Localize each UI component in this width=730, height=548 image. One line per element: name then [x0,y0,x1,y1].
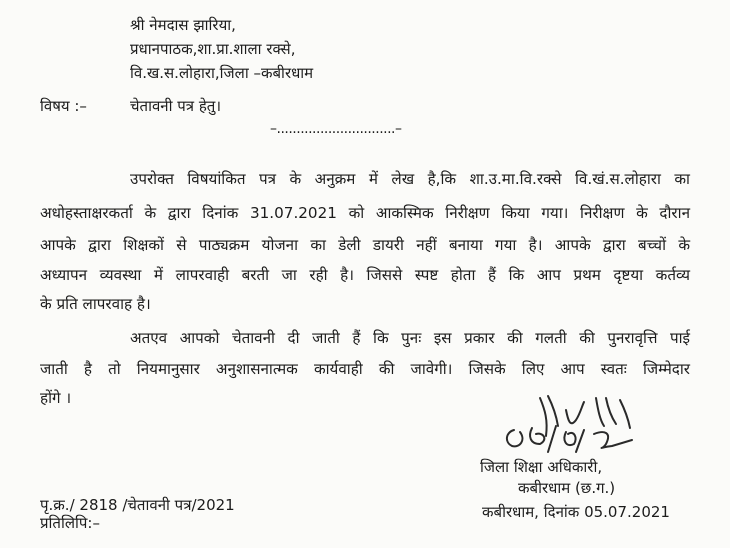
paragraph1-line5: के प्रति लापरवाह है। [40,295,151,313]
paragraph2-line3: होंगे । [40,389,72,407]
reference-number: पृ.क्र./ 2818 /चेतावनी पत्र/2021 [40,496,235,514]
signatory-place-date: कबीरधाम, दिनांक 05.07.2021 [482,503,670,521]
paragraph1-line2: अधोहस्ताक्षरकर्ता के द्वारा दिनांक 31.07.2021 को आकस्मिक निरीक्षण किया गया। निरीक्षण के दौरान [40,204,690,222]
paragraph1-line4: अध्यापन व्यवस्था में लापरवाही बरती जा रही है। जिससे स्पष्ट होता हैं कि आप प्रथम दृष्टया कर्तव्य [40,266,690,284]
addressee-designation: प्रधानपाठक,शा.प्रा.शाला रक्से, [130,40,296,58]
signatory-office: कबीरधाम (छ.ग.) [518,479,616,497]
paragraph2-line1: अतएव आपको चेतावनी दी जाती हैं कि पुनः इस प्रकार की गलती की पुनरावृत्ति पाई [130,329,690,347]
paragraph1-line3: आपके द्वारा शिक्षकों से पाठ्यक्रम योजना का डेली डायरी नहीं बनाया गया है। आपके द्वारा बच्चों के [40,236,690,254]
paragraph1-line1: उपरोक्त विषयांकित पत्र के अनुक्रम में लेख है,कि शा.उ.मा.वि.रक्से वि.खं.स.लोहारा का [130,170,690,188]
separator-line: –..............................– [270,121,402,137]
paragraph2-line2: जाती है तो नियमानुसार अनुशासनात्मक कार्यवाही की जावेगी। जिसके लिए आप स्वतः जिम्मेदार [40,360,690,378]
addressee-name: श्री नेमदास झारिया, [130,16,236,34]
subject-text: चेतावनी पत्र हेतु। [130,97,222,115]
addressee-location: वि.ख.स.लोहारा,जिला –कबीरधाम [130,64,314,82]
copy-to-label: प्रतिलिपि:– [40,514,100,532]
signatory-designation: जिला शिक्षा अधिकारी, [480,458,603,476]
subject-label: विषय :– [40,97,87,115]
